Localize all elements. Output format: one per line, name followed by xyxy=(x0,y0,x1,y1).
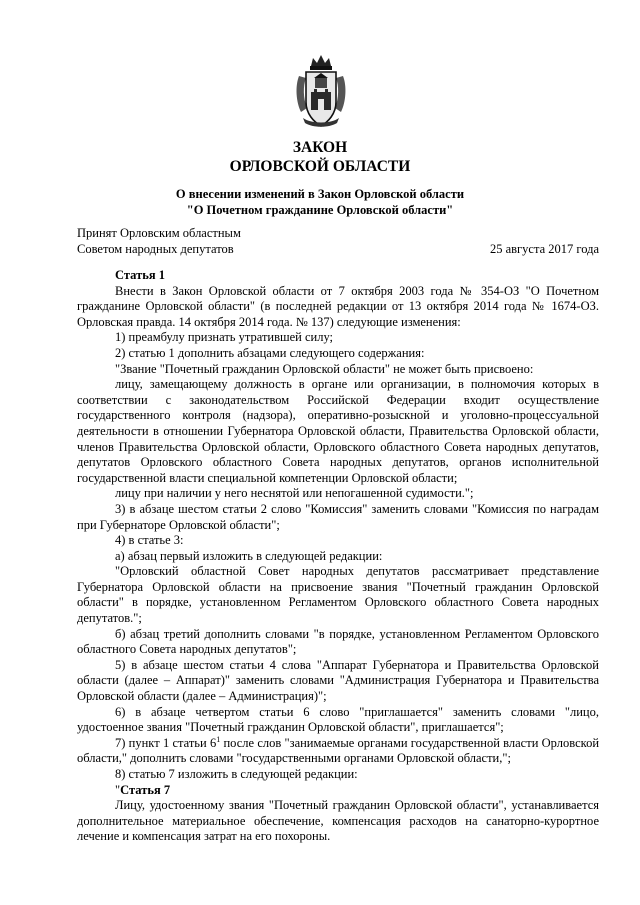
law-subtitle-line2: "О Почетном гражданине Орловской области" xyxy=(186,203,454,217)
paragraph: 6) в абзаце четвертом статьи 6 слово "приглашается" заменить словами "лицо, удостоенное звания "Почетный гражданин Орловской области", приглашается"; xyxy=(77,704,599,735)
paragraph: 3) в абзаце шестом статьи 2 слово "Комиссия" заменить словами "Комиссия по наградам при Губернаторе Орловской области"; xyxy=(77,501,599,532)
superscript: 1 xyxy=(216,734,221,744)
paragraph-part: 7) пункт 1 статьи 6 xyxy=(115,735,217,750)
article-7-heading-line xyxy=(77,783,599,799)
paragraph: лицу при наличии у него неснятой или непогашенной судимости."; xyxy=(115,486,474,501)
paragraph: "Звание "Почетный гражданин Орловской области" не может быть присвоено: xyxy=(115,361,534,376)
adopted-line2: Советом народных депутатов xyxy=(77,241,234,256)
paragraph: Внести в Закон Орловской области от 7 октября 2003 года № 354-ОЗ "О Почетном гражданине Орловской области" (в последней редакции от 13 октября 2014 года № 1674-ОЗ. Орловская правда. 14 октября 2014 года. № 137) следующие изменения: xyxy=(77,283,599,329)
paragraph: "Орловский областной Совет народных депутатов рассматривает представление Губернатора Орловской области на присвоение звания "Почетный гражданин Орловской области" в порядке, установленном Регламентом Орловского областного Совета народных депутатов."; xyxy=(77,564,599,626)
paragraph xyxy=(77,736,599,767)
paragraph: а) абзац первый изложить в следующей редакции: xyxy=(115,548,383,563)
article-1-heading: Статья 1 xyxy=(115,268,165,282)
law-subtitle-line1: О внесении изменений в Закон Орловской области xyxy=(175,187,465,201)
paragraph: 1) преамбулу признать утратившей силу; xyxy=(115,330,334,345)
paragraph: б) абзац третий дополнить словами "в порядке, установленном Регламентом Орловского областного Совета народных депутатов"; xyxy=(77,626,599,657)
adopted-by xyxy=(77,226,241,257)
paragraph-part: после слов "занимаемые органами государственной власти Орловской области," дополнить словами "государственными органами Орловской области,"; xyxy=(77,735,600,766)
quote-mark: " xyxy=(115,782,121,797)
region-title: ОРЛОВСКОЙ ОБЛАСТИ xyxy=(229,158,411,175)
adoption-date: 25 августа 2017 года xyxy=(489,242,599,256)
paragraph: лицу, замещающему должность в органе или организации, в полномочия которых в соответствии с законодательством Российской Федерации входит осуществление государственного контроля (надзора), оперативно-розыскной и уголовно-процессуальной деятельности в отношении Губернатора Орловской области, Правительства Орловской области, членов Правительства Орловской области, Орловского областного Совета народных депутатов, депутатов Орловского областного Совета народных депутатов, органов исполнительной государственной власти специальной компетенции Орловской области; xyxy=(77,377,599,485)
article-7-heading: Статья 7 xyxy=(120,782,171,797)
coat-of-arms-emblem xyxy=(293,52,349,130)
paragraph: 5) в абзаце шестом статьи 4 слова "Аппарат Губернатора и Правительства Орловской области (далее – Аппарат)" заменить словами "Администрация Губернатора и Правительства Орловской области (далее – Администрация)"; xyxy=(77,657,599,704)
paragraph: 2) статью 1 дополнить абзацами следующего содержания: xyxy=(115,345,425,360)
paragraph: 4) в статье 3: xyxy=(115,533,184,548)
paragraph: Лицу, удостоенному звания "Почетный гражданин Орловской области", устанавливается дополнительное материальное обеспечение, компенсация расходов на санаторно-курортное лечение и компенсация затрат на его похороны. xyxy=(77,798,599,844)
adopted-line1: Принят Орловским областным xyxy=(77,226,241,240)
paragraph: 8) статью 7 изложить в следующей редакции: xyxy=(115,767,358,781)
law-title: ЗАКОН xyxy=(292,139,348,156)
law-body xyxy=(77,268,599,845)
